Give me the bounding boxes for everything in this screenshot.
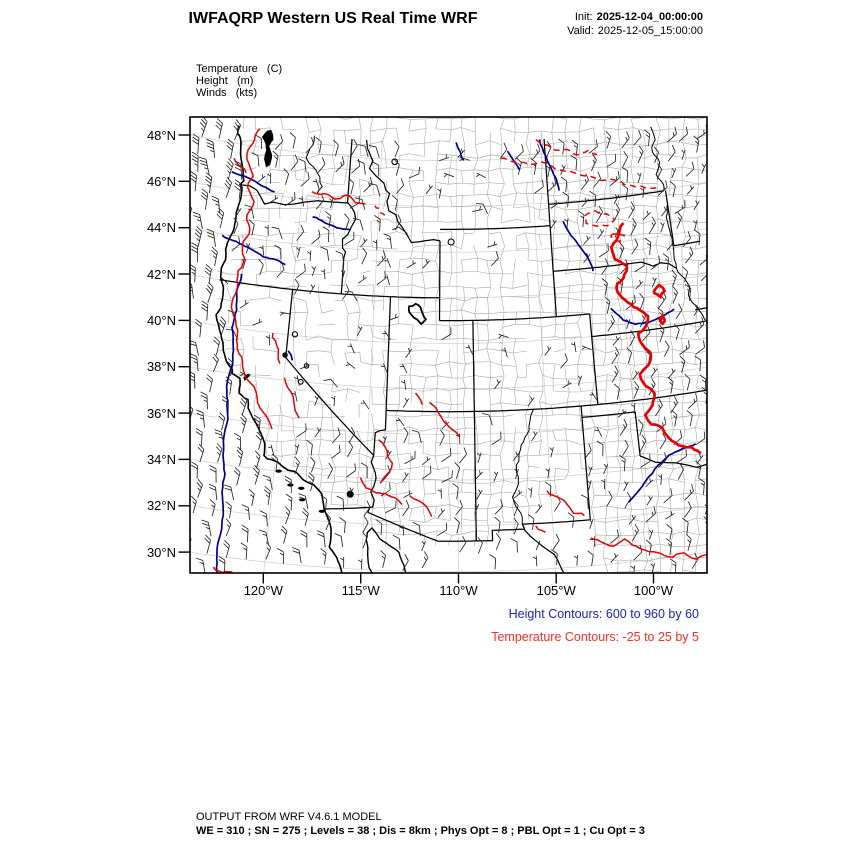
field-legend (196, 63, 282, 99)
valid-label: Valid: (567, 25, 594, 37)
valid-value: 2025-12-05_15:00:00 (597, 25, 703, 37)
legend-temperature: Temperature (C) (196, 63, 283, 75)
footer-model-version: OUTPUT FROM WRF V4.6.1 MODEL (196, 811, 382, 823)
height-contours-layer (217, 139, 696, 578)
lat-tick-label-38n: 38°N (146, 359, 176, 375)
temperature-contours-note: Temperature Contours: -25 to 25 by 5 (491, 630, 699, 644)
lat-tick-label-42n: 42°N (146, 266, 176, 282)
county-borders-layer (217, 115, 712, 588)
footer-model-config: WE = 310 ; SN = 275 ; Levels = 38 ; Dis = 8km ; Phys Opt = 8 ; PBL Opt = 1 ; Cu Opt = 3 (196, 825, 645, 837)
axis-ticks (179, 135, 654, 584)
legend-height: Height (m) (196, 75, 254, 87)
init-value: 2025-12-04_00:00:00 (596, 11, 703, 23)
lat-tick-label-30n: 30°N (146, 544, 176, 560)
lat-tick-label-48n: 48°N (146, 127, 176, 143)
lon-tick-label-110w: 110°W (439, 583, 478, 598)
lon-tick-label-120w: 120°W (243, 583, 283, 598)
map-area (160, 100, 730, 610)
legend-winds: Winds (kts) (196, 87, 258, 99)
init-label: Init: (574, 11, 593, 23)
init-timestamp (503, 11, 703, 23)
height-contours-note: Height Contours: 600 to 960 by 60 (508, 607, 699, 621)
map-canvas (160, 100, 730, 610)
lat-tick-label-46n: 46°N (146, 173, 176, 189)
map-layers (160, 115, 730, 595)
lat-tick-label-44n: 44°N (146, 220, 176, 236)
lon-tick-label-105w: 105°W (536, 583, 576, 598)
lat-tick-label-34n: 34°N (146, 451, 176, 467)
lat-tick-label-40n: 40°N (146, 312, 176, 328)
lat-tick-label-32n: 32°N (146, 498, 176, 514)
lat-tick-label-36n: 36°N (146, 405, 176, 421)
lon-tick-label-100w: 100°W (633, 583, 674, 598)
page-title: IWFAQRP Western US Real Time WRF (188, 10, 478, 27)
lon-tick-label-115w: 115°W (341, 583, 380, 598)
valid-timestamp (503, 25, 703, 37)
